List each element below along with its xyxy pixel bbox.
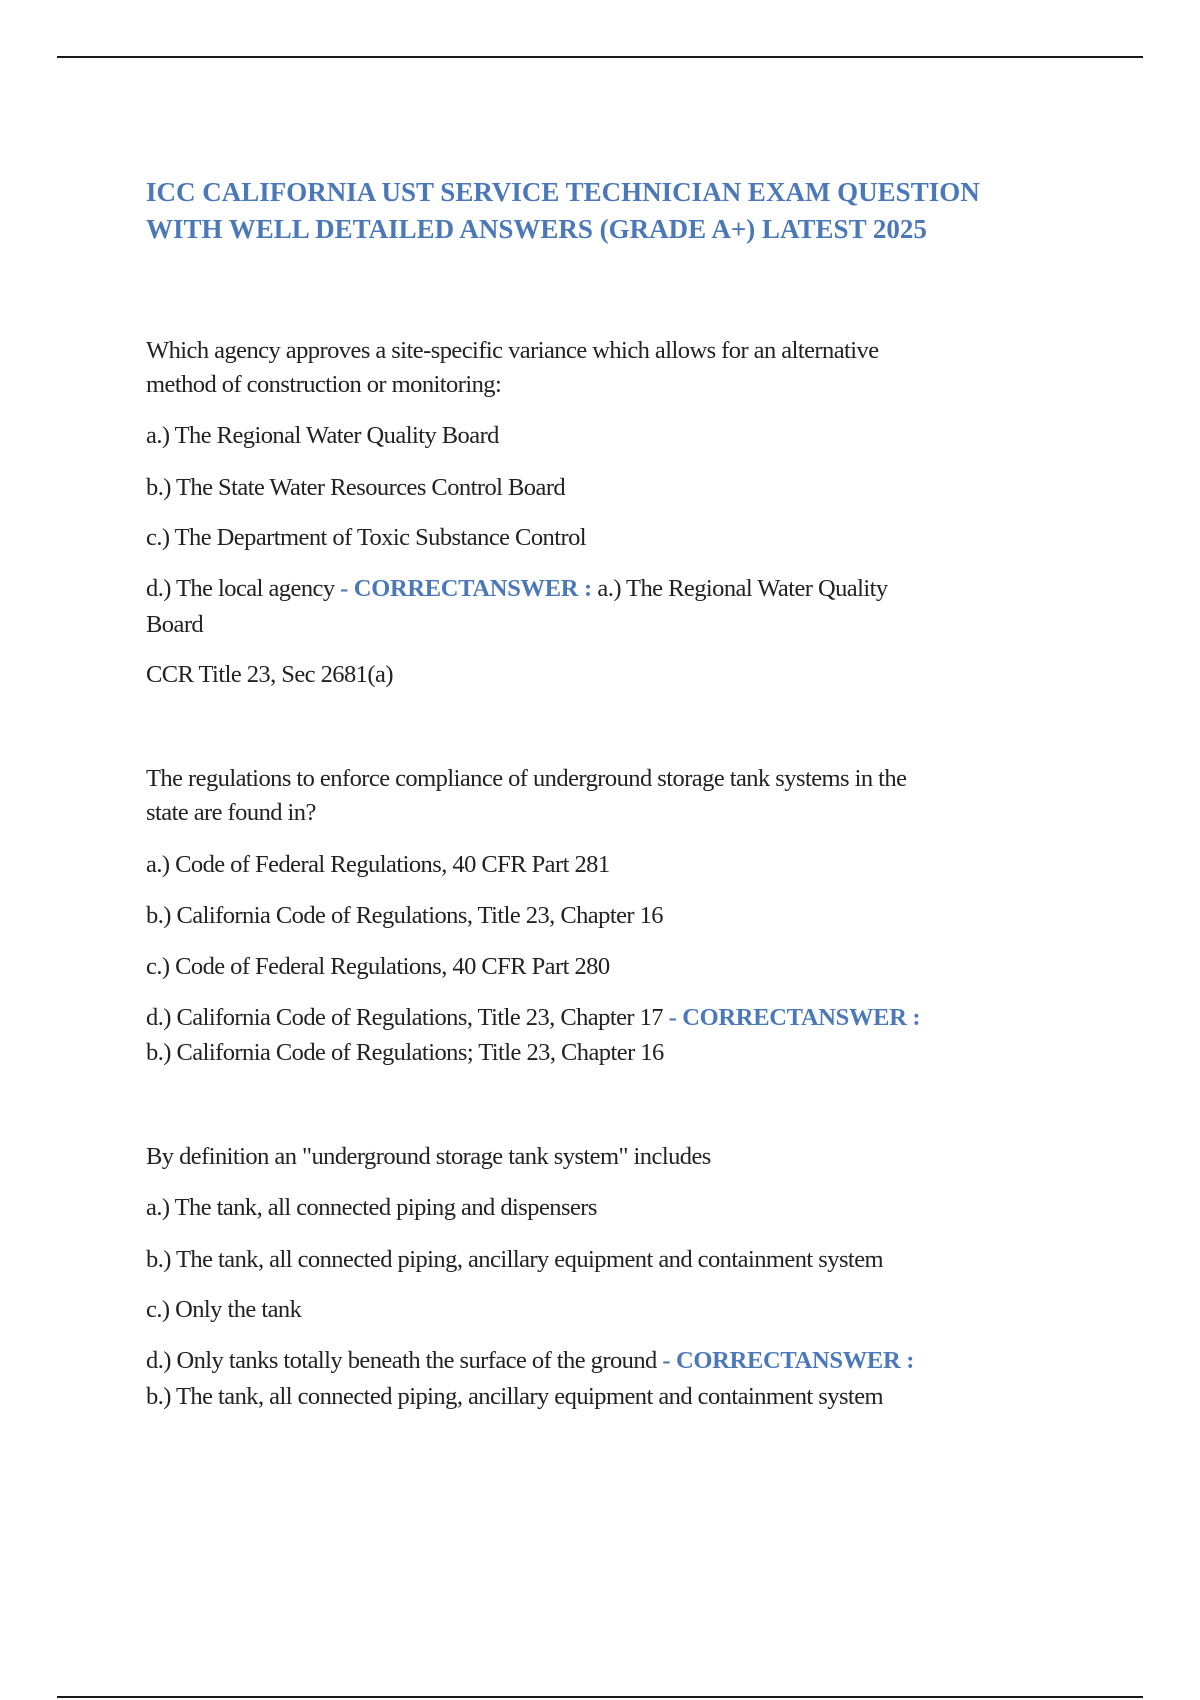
question-3-option-d: d.) Only tanks totally beneath the surface of the ground — [146, 1347, 657, 1374]
question-1-option-a: a.) The Regional Water Quality Board — [146, 422, 499, 449]
question-2-option-c: c.) Code of Federal Regulations, 40 CFR Part 280 — [146, 953, 610, 980]
correct-answer-label: - CORRECTANSWER : — [662, 1347, 915, 1374]
question-3-option-d-line — [146, 1344, 914, 1378]
question-2-stem-line-2: state are found in? — [146, 799, 316, 826]
question-2-option-d-line — [146, 1001, 920, 1035]
question-3-option-a: a.) The tank, all connected piping and dispensers — [146, 1194, 597, 1221]
question-2-answer: b.) California Code of Regulations; Title 23, Chapter 16 — [146, 1039, 664, 1066]
top-rule — [57, 56, 1143, 58]
document-title — [146, 174, 1076, 248]
question-2-option-a: a.) Code of Federal Regulations, 40 CFR Part 281 — [146, 851, 610, 878]
question-2-option-b: b.) California Code of Regulations, Title 23, Chapter 16 — [146, 902, 663, 929]
question-1-answer: a.) The Regional Water Quality — [597, 575, 888, 602]
bottom-rule — [57, 1696, 1143, 1698]
question-1-option-c: c.) The Department of Toxic Substance Control — [146, 524, 587, 551]
question-1-stem-line-2: method of construction or monitoring: — [146, 371, 502, 398]
question-1-stem-line-1: Which agency approves a site-specific variance which allows for an alternative — [146, 337, 879, 364]
question-3-answer: b.) The tank, all connected piping, ancillary equipment and containment system — [146, 1383, 884, 1410]
question-2-stem-line-1: The regulations to enforce compliance of underground storage tank systems in the — [146, 765, 907, 792]
question-3-stem-line-1: By definition an "underground storage tank system" includes — [146, 1143, 711, 1170]
question-1-option-d: d.) The local agency — [146, 575, 335, 602]
question-1-reference: CCR Title 23, Sec 2681(a) — [146, 661, 393, 688]
correct-answer-label: - CORRECTANSWER : — [340, 575, 592, 602]
question-3-option-c: c.) Only the tank — [146, 1296, 302, 1323]
title-line-1: ICC CALIFORNIA UST SERVICE TECHNICIAN EXAM QUESTION — [146, 177, 980, 207]
question-1-option-d-line — [146, 572, 888, 606]
question-3-option-b: b.) The tank, all connected piping, ancillary equipment and containment system — [146, 1246, 884, 1273]
question-2-option-d: d.) California Code of Regulations, Title 23, Chapter 17 — [146, 1004, 663, 1031]
title-line-2: WITH WELL DETAILED ANSWERS (GRADE A+) LATEST 2025 — [146, 214, 927, 244]
question-1-option-b: b.) The State Water Resources Control Board — [146, 474, 566, 501]
question-1-answer-line-2: Board — [146, 611, 204, 638]
correct-answer-label: - CORRECTANSWER : — [668, 1004, 921, 1031]
